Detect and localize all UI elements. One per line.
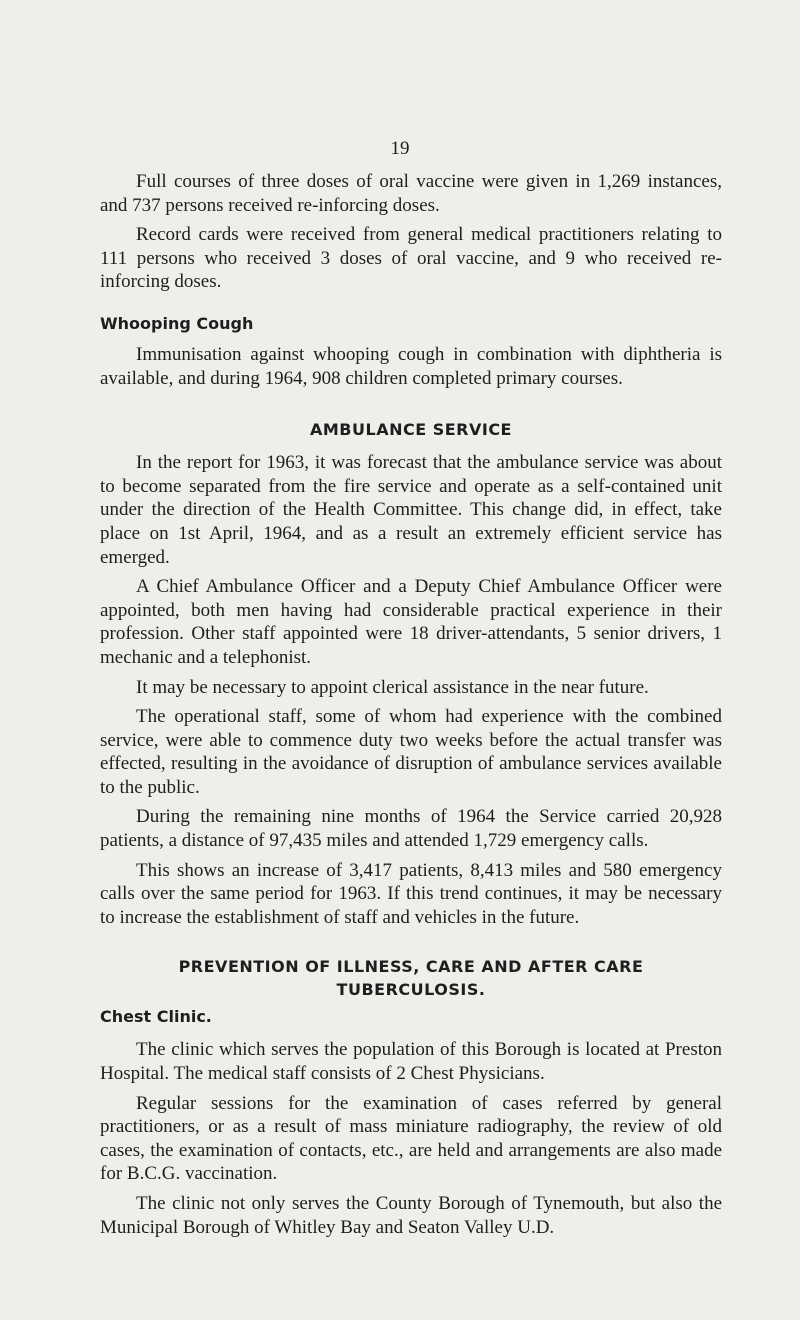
heading-chest-clinic: Chest Clinic.: [100, 1007, 212, 1027]
paragraph-ambulance-forecast: In the report for 1963, it was forecast that the ambulance service was about to become separated from the fire service and operate as a self-contained unit under the direction of the Health Committee. This change did, in effect, take place on 1st April, 1964, and as a result an extremely efficient service has emerged.: [100, 452, 722, 568]
page-number: 19: [390, 138, 410, 159]
heading-tuberculosis: TUBERCULOSIS.: [336, 980, 486, 1000]
paragraph-clinic-serves: The clinic not only serves the County Borough of Tynemouth, but also the Municipal Borough of Whitley Bay and Seaton Valley U.D.: [100, 1193, 722, 1238]
paragraph-ambulance-officers: A Chief Ambulance Officer and a Deputy Chief Ambulance Officer were appointed, both men having had considerable practical experience in their profession. Other staff appointed were 18 driver-attendants, 5 senior drivers, 1 mechanic and a telephonist.: [100, 576, 722, 668]
heading-whooping-cough: Whooping Cough: [100, 313, 254, 333]
paragraph-clerical-assistance: It may be necessary to appoint clerical assistance in the near future.: [136, 676, 649, 698]
heading-ambulance-service: AMBULANCE SERVICE: [310, 420, 512, 440]
page-content: [100, 170, 722, 1245]
heading-prevention-of-illness: PREVENTION OF ILLNESS, CARE AND AFTER CARE: [178, 957, 644, 977]
paragraph-whooping-cough: Immunisation against whooping cough in combination with diphtheria is available, and during 1964, 908 children completed primary courses.: [100, 343, 722, 389]
paragraph-regular-sessions: Regular sessions for the examination of cases referred by general practitioners, or as a result of mass miniature radiography, the review of old cases, the examination of contacts, etc., are held and arrangements are also made for B.C.G. vaccination.: [100, 1092, 722, 1185]
paragraph-patients-carried: During the remaining nine months of 1964 the Service carried 20,928 patients, a distance of 97,435 miles and attended 1,729 emergency calls.: [100, 806, 722, 852]
paragraph-clinic-location: The clinic which serves the population of this Borough is located at Preston Hospital. The medical staff consists of 2 Chest Physicians.: [100, 1039, 722, 1085]
paragraph-operational-staff: The operational staff, some of whom had experience with the combined service, were able to commence duty two weeks before the actual transfer was effected, resulting in the avoidance of disruption of ambulance services available to the public.: [100, 706, 722, 798]
paragraph-increase-trend: This shows an increase of 3,417 patients, 8,413 miles and 580 emergency calls over the same period for 1963. If this trend continues, it may be necessary to increase the establishment of staff and vehicles in the future.: [100, 859, 722, 928]
paragraph-record-cards: Record cards were received from general medical practitioners relating to 111 persons who received 3 doses of oral vaccine, and 9 who received re-inforcing doses.: [100, 224, 722, 293]
paragraph-oral-vaccine-courses: Full courses of three doses of oral vaccine were given in 1,269 instances, and 737 persons received re-inforcing doses.: [100, 171, 722, 216]
